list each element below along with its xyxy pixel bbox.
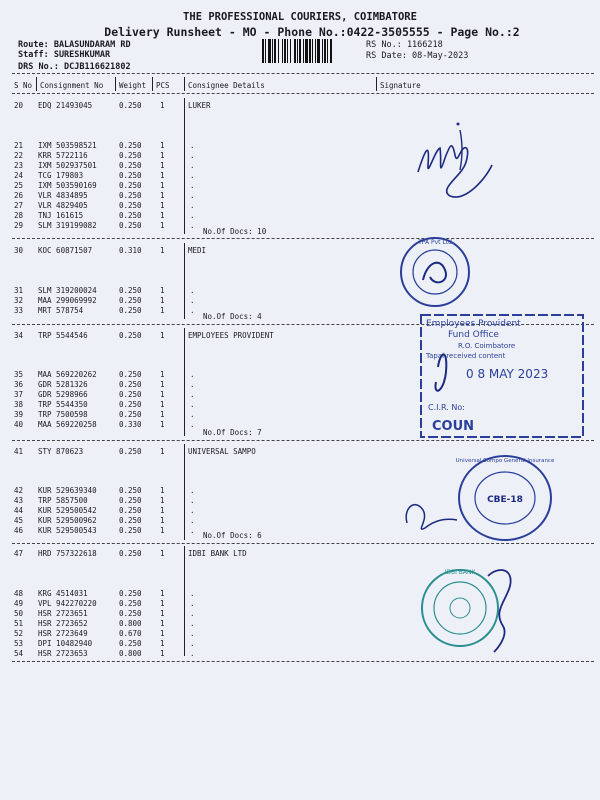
svg-text:Tapal received content: Tapal received content <box>426 352 506 360</box>
row-dot: . <box>190 639 195 648</box>
row-sno: 31 <box>14 286 24 295</box>
row-consignment: VLR 4829405 <box>38 201 88 210</box>
row-sno: 43 <box>14 496 24 505</box>
tpa-stamp-icon <box>395 232 475 312</box>
row-sno: 54 <box>14 649 24 658</box>
row-pcs: 1 <box>160 410 165 419</box>
row-sno: 47 <box>14 549 24 558</box>
row-pcs: 1 <box>160 609 165 618</box>
row-dot: . <box>190 171 195 180</box>
row-pcs: 1 <box>160 286 165 295</box>
row-consignment: TRP 5857500 <box>38 496 88 505</box>
row-sno: 22 <box>14 151 24 160</box>
row-consignment: IXM 503590169 <box>38 181 97 190</box>
row-consignment: HSR 2723652 <box>38 619 88 628</box>
row-sno: 36 <box>14 380 24 389</box>
consignee-divider <box>184 243 185 319</box>
row-pcs: 1 <box>160 639 165 648</box>
company-title: THE PROFESSIONAL COURIERS, COIMBATORE <box>183 11 417 23</box>
row-consignment: HSR 2723651 <box>38 609 88 618</box>
consignee-name: EMPLOYEES PROVIDENT <box>188 331 274 340</box>
row-sno: 50 <box>14 609 24 618</box>
row-weight: 0.250 <box>119 171 142 180</box>
idbi-stamp-icon <box>418 556 528 656</box>
barcode-bar <box>327 39 328 63</box>
row-sno: 33 <box>14 306 24 315</box>
row-pcs: 1 <box>160 589 165 598</box>
row-weight: 0.310 <box>119 246 142 255</box>
row-dot: . <box>190 201 195 210</box>
row-consignment: MAA 569220258 <box>38 420 97 429</box>
group-separator <box>12 238 594 239</box>
svg-text:Universal Sompo General Insura: Universal Sompo General Insurance <box>455 458 555 464</box>
row-consignment: SLM 319200024 <box>38 286 97 295</box>
row-pcs: 1 <box>160 331 165 340</box>
row-sno: 25 <box>14 181 24 190</box>
row-dot: . <box>190 380 195 389</box>
barcode-bar <box>324 39 326 63</box>
docs-count: No.Of Docs: 7 <box>203 428 262 437</box>
row-pcs: 1 <box>160 181 165 190</box>
row-sno: 53 <box>14 639 24 648</box>
row-weight: 0.250 <box>119 221 142 230</box>
row-dot: . <box>190 599 195 608</box>
row-sno: 24 <box>14 171 24 180</box>
row-weight: 0.250 <box>119 506 142 515</box>
row-pcs: 1 <box>160 390 165 399</box>
col-divider <box>376 77 377 91</box>
svg-text:0 8 MAY 2023: 0 8 MAY 2023 <box>466 367 549 381</box>
barcode-bar <box>299 39 301 63</box>
row-sno: 29 <box>14 221 24 230</box>
row-weight: 0.250 <box>119 306 142 315</box>
row-dot: . <box>190 400 195 409</box>
row-sno: 39 <box>14 410 24 419</box>
row-sno: 34 <box>14 331 24 340</box>
row-consignment: IXM 502937501 <box>38 161 97 170</box>
row-consignment: KRG 4514031 <box>38 589 88 598</box>
tpa-stamp-text: TPA Pvt Ltd <box>418 239 452 246</box>
row-weight: 0.250 <box>119 101 142 110</box>
row-weight: 0.250 <box>119 589 142 598</box>
row-pcs: 1 <box>160 380 165 389</box>
col-divider <box>36 77 37 91</box>
row-pcs: 1 <box>160 306 165 315</box>
barcode-bar <box>265 39 266 63</box>
row-weight: 0.800 <box>119 619 142 628</box>
row-consignment: KUR 529500543 <box>38 526 97 535</box>
col-consignment: Consignment No <box>40 81 104 90</box>
row-sno: 28 <box>14 211 24 220</box>
col-signature: Signature <box>380 81 421 90</box>
row-sno: 26 <box>14 191 24 200</box>
row-pcs: 1 <box>160 599 165 608</box>
row-pcs: 1 <box>160 629 165 638</box>
row-pcs: 1 <box>160 516 165 525</box>
signature-luker <box>400 110 510 210</box>
row-weight: 0.250 <box>119 286 142 295</box>
row-dot: . <box>190 486 195 495</box>
row-dot: . <box>190 211 195 220</box>
barcode-bar <box>317 39 320 63</box>
row-pcs: 1 <box>160 506 165 515</box>
row-dot: . <box>190 181 195 190</box>
barcode-bar <box>272 39 273 63</box>
svg-text:R.O. Coimbatore: R.O. Coimbatore <box>458 342 516 350</box>
row-consignment: GDR 5298966 <box>38 390 88 399</box>
row-sno: 45 <box>14 516 24 525</box>
row-consignment: MAA 299069992 <box>38 296 97 305</box>
row-consignment: MAA 569220262 <box>38 370 97 379</box>
row-sno: 37 <box>14 390 24 399</box>
row-sno: 40 <box>14 420 24 429</box>
row-dot: . <box>190 609 195 618</box>
row-weight: 0.250 <box>119 380 142 389</box>
row-consignment: VLR 4834895 <box>38 191 88 200</box>
row-sno: 42 <box>14 486 24 495</box>
row-sno: 49 <box>14 599 24 608</box>
svg-text:C.I.R. No:: C.I.R. No: <box>428 403 465 412</box>
barcode-bar <box>268 39 271 63</box>
drs-number: DRS No.: DCJB116621802 <box>18 62 131 72</box>
row-pcs: 1 <box>160 296 165 305</box>
row-weight: 0.250 <box>119 296 142 305</box>
row-consignment: KUR 529500962 <box>38 516 97 525</box>
row-consignment: KUR 529500542 <box>38 506 97 515</box>
row-consignment: HSR 2723653 <box>38 649 88 658</box>
row-sno: 23 <box>14 161 24 170</box>
consignee-divider <box>184 328 185 436</box>
row-consignment: SLM 319199082 <box>38 221 97 230</box>
row-consignment: TRP 5544350 <box>38 400 88 409</box>
row-weight: 0.250 <box>119 161 142 170</box>
row-consignment: TRP 5544546 <box>38 331 88 340</box>
row-consignment: KRR 5722116 <box>38 151 88 160</box>
row-sno: 46 <box>14 526 24 535</box>
row-weight: 0.250 <box>119 331 142 340</box>
row-consignment: DPI 10482940 <box>38 639 93 648</box>
col-divider <box>115 77 116 91</box>
row-pcs: 1 <box>160 486 165 495</box>
row-weight: 0.670 <box>119 629 142 638</box>
row-dot: . <box>190 141 195 150</box>
staff-label: Staff: SURESHKUMAR <box>18 50 111 60</box>
row-weight: 0.250 <box>119 486 142 495</box>
row-sno: 27 <box>14 201 24 210</box>
row-pcs: 1 <box>160 447 165 456</box>
row-pcs: 1 <box>160 619 165 628</box>
row-pcs: 1 <box>160 420 165 429</box>
docs-count: No.Of Docs: 4 <box>203 312 262 321</box>
barcode-bar <box>290 39 291 63</box>
row-dot: . <box>190 296 195 305</box>
row-consignment: HSR 2723649 <box>38 629 88 638</box>
row-dot: . <box>190 191 195 200</box>
row-dot: . <box>190 619 195 628</box>
barcode-bar <box>303 39 304 63</box>
col-consignee: Consignee Details <box>188 81 265 90</box>
row-sno: 20 <box>14 101 24 110</box>
row-weight: 0.250 <box>119 526 142 535</box>
row-sno: 32 <box>14 296 24 305</box>
row-weight: 0.250 <box>119 400 142 409</box>
row-sno: 52 <box>14 629 24 638</box>
row-pcs: 1 <box>160 221 165 230</box>
row-sno: 35 <box>14 370 24 379</box>
barcode-bar <box>278 39 279 63</box>
barcode-bar <box>315 39 316 63</box>
row-weight: 0.330 <box>119 420 142 429</box>
row-dot: . <box>190 221 195 230</box>
consignee-divider <box>184 546 185 656</box>
row-pcs: 1 <box>160 191 165 200</box>
row-consignment: TCG 179803 <box>38 171 84 180</box>
row-weight: 0.250 <box>119 191 142 200</box>
row-pcs: 1 <box>160 370 165 379</box>
svg-text:Fund Office: Fund Office <box>448 330 499 340</box>
consignee-name: IDBI BANK LTD <box>188 549 247 558</box>
row-dot: . <box>190 496 195 505</box>
row-consignment: EDQ 21493045 <box>38 101 93 110</box>
row-dot: . <box>190 629 195 638</box>
row-sno: 51 <box>14 619 24 628</box>
row-weight: 0.250 <box>119 201 142 210</box>
row-pcs: 1 <box>160 101 165 110</box>
row-dot: . <box>190 589 195 598</box>
row-pcs: 1 <box>160 526 165 535</box>
sampo-stamp-icon <box>395 448 555 548</box>
barcode-bar <box>287 39 288 63</box>
col-pcs: PCS <box>156 81 170 90</box>
row-consignment: TNJ 161615 <box>38 211 84 220</box>
row-weight: 0.250 <box>119 141 142 150</box>
barcode-bar <box>305 39 308 63</box>
barcode-bar <box>294 39 296 63</box>
row-weight: 0.250 <box>119 599 142 608</box>
row-pcs: 1 <box>160 246 165 255</box>
docs-count: No.Of Docs: 10 <box>203 227 267 236</box>
row-dot: . <box>190 286 195 295</box>
barcode-bar <box>284 39 286 63</box>
row-sno: 21 <box>14 141 24 150</box>
row-weight: 0.250 <box>119 447 142 456</box>
row-pcs: 1 <box>160 171 165 180</box>
row-pcs: 1 <box>160 649 165 658</box>
docs-count: No.Of Docs: 6 <box>203 531 262 540</box>
barcode-bar <box>297 39 298 63</box>
row-weight: 0.250 <box>119 370 142 379</box>
row-dot: . <box>190 506 195 515</box>
barcode-bar <box>282 39 283 63</box>
row-dot: . <box>190 151 195 160</box>
header-rule-top <box>12 73 594 74</box>
svg-text:IDBI BANK: IDBI BANK <box>444 569 476 576</box>
group-separator <box>12 661 594 662</box>
row-consignment: MRT 578754 <box>38 306 84 315</box>
row-consignment: IXM 503598521 <box>38 141 97 150</box>
col-sno: S No <box>14 81 33 90</box>
consignee-name: LUKER <box>188 101 211 110</box>
consignee-name: UNIVERSAL SAMPO <box>188 447 256 456</box>
row-pcs: 1 <box>160 496 165 505</box>
row-weight: 0.250 <box>119 639 142 648</box>
row-consignment: GDR 5281326 <box>38 380 88 389</box>
barcode-image <box>262 39 354 63</box>
route-label: Route: BALASUNDARAM RD <box>18 40 131 50</box>
row-dot: . <box>190 516 195 525</box>
rs-date: RS Date: 08-May-2023 <box>366 51 469 61</box>
col-divider <box>184 77 185 91</box>
svg-text:Employees Provident: Employees Provident <box>426 319 521 329</box>
col-weight: Weight <box>119 81 147 90</box>
row-consignment: KOC 60871507 <box>38 246 93 255</box>
row-sno: 38 <box>14 400 24 409</box>
barcode-bar <box>322 39 323 63</box>
rs-number: RS No.: 1166218 <box>366 40 443 50</box>
barcode-bar <box>274 39 276 63</box>
row-dot: . <box>190 410 195 419</box>
row-sno: 30 <box>14 246 24 255</box>
row-weight: 0.250 <box>119 609 142 618</box>
svg-text:COUN: COUN <box>432 419 475 434</box>
svg-text:CBE-18: CBE-18 <box>487 495 523 505</box>
row-weight: 0.250 <box>119 549 142 558</box>
row-pcs: 1 <box>160 141 165 150</box>
barcode-bar <box>262 39 264 63</box>
row-pcs: 1 <box>160 549 165 558</box>
row-dot: . <box>190 649 195 658</box>
consignee-divider <box>184 98 185 234</box>
row-sno: 44 <box>14 506 24 515</box>
runsheet-title: Delivery Runsheet - MO - Phone No.:0422-3505555 - Page No.:2 <box>104 25 520 39</box>
row-consignment: VPL 942270220 <box>38 599 97 608</box>
row-pcs: 1 <box>160 400 165 409</box>
row-sno: 48 <box>14 589 24 598</box>
col-divider <box>152 77 153 91</box>
row-pcs: 1 <box>160 161 165 170</box>
barcode-bar <box>312 39 313 63</box>
row-dot: . <box>190 161 195 170</box>
row-weight: 0.250 <box>119 410 142 419</box>
row-dot: . <box>190 420 195 429</box>
row-pcs: 1 <box>160 211 165 220</box>
row-dot: . <box>190 390 195 399</box>
row-weight: 0.250 <box>119 516 142 525</box>
row-weight: 0.800 <box>119 649 142 658</box>
consignee-name: MEDI <box>188 246 207 255</box>
row-sno: 41 <box>14 447 24 456</box>
consignee-divider <box>184 444 185 540</box>
row-pcs: 1 <box>160 151 165 160</box>
row-dot: . <box>190 526 195 535</box>
row-consignment: KUR 529639340 <box>38 486 97 495</box>
row-weight: 0.250 <box>119 181 142 190</box>
row-weight: 0.250 <box>119 390 142 399</box>
row-weight: 0.250 <box>119 211 142 220</box>
row-consignment: STY 870623 <box>38 447 84 456</box>
barcode-bar <box>330 39 332 63</box>
row-pcs: 1 <box>160 201 165 210</box>
row-consignment: TRP 7500598 <box>38 410 88 419</box>
row-dot: . <box>190 306 195 315</box>
row-dot: . <box>190 370 195 379</box>
row-consignment: HRD 757322618 <box>38 549 97 558</box>
pf-office-stamp-icon <box>418 312 588 442</box>
barcode-bar <box>309 39 311 63</box>
row-weight: 0.250 <box>119 151 142 160</box>
header-rule-bottom <box>12 93 594 94</box>
row-weight: 0.250 <box>119 496 142 505</box>
